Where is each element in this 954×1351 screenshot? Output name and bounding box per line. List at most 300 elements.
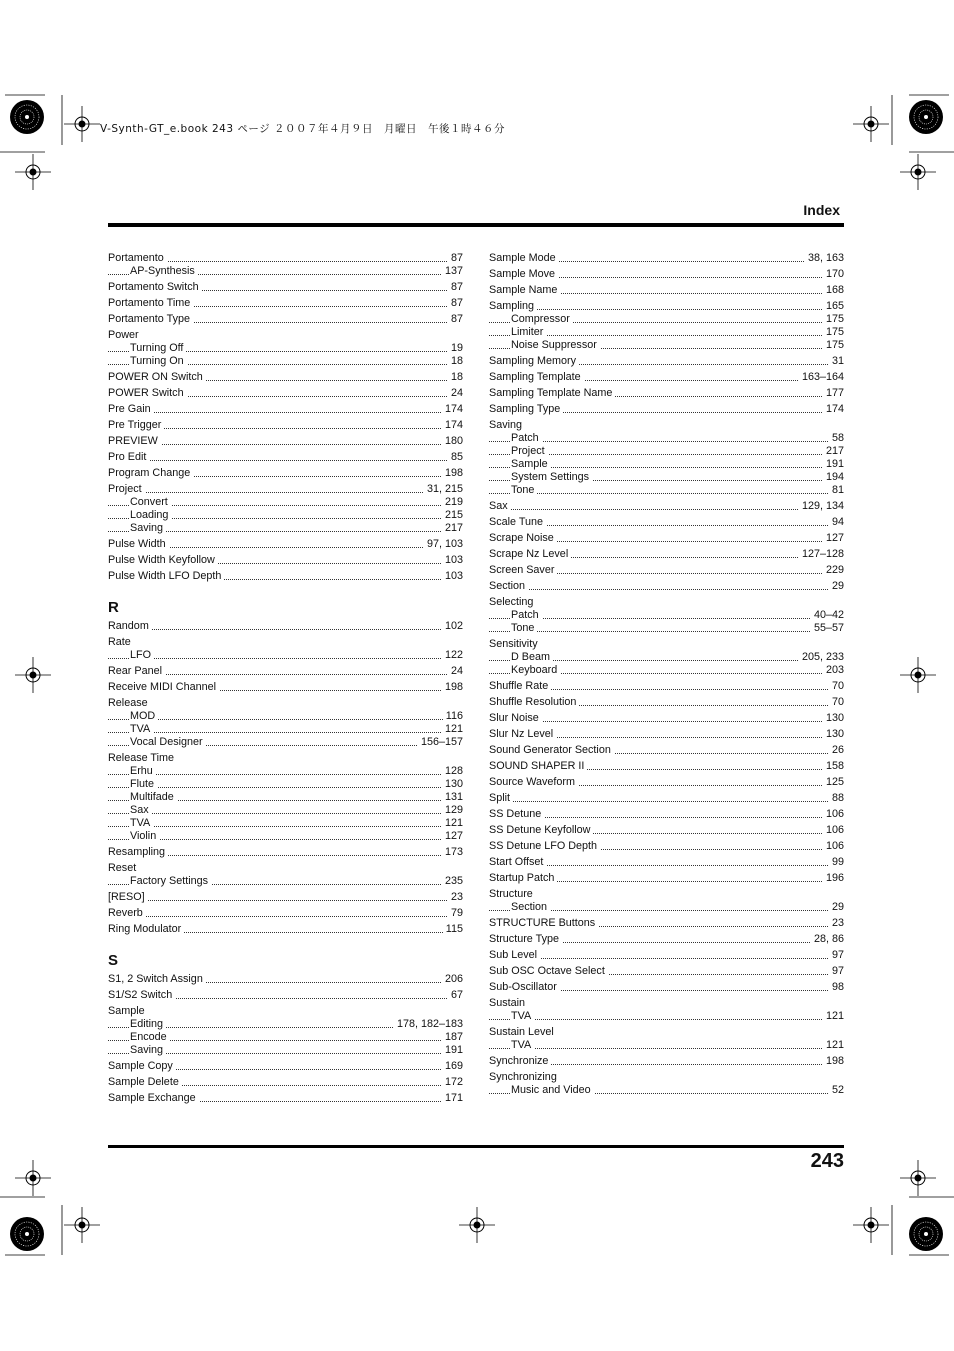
leader-dots (489, 509, 844, 510)
index-term: Release Time (108, 752, 177, 764)
index-page-ref: 175 (823, 339, 844, 352)
index-page-ref: 129 (442, 804, 463, 817)
index-page-ref: 38, 163 (805, 252, 844, 265)
index-term: S1/S2 Switch (108, 989, 175, 1001)
index-term: Synchronizing (489, 1071, 560, 1083)
index-term: Portamento Type (108, 313, 193, 325)
index-entry (108, 752, 463, 765)
index-entry (108, 252, 463, 265)
index-page-ref: 191 (442, 1044, 463, 1057)
index-page-ref: 121 (442, 723, 463, 736)
index-entry (108, 554, 463, 567)
index-entry (489, 548, 844, 561)
index-page-ref: 128 (442, 765, 463, 778)
index-term: Music and Video (511, 1084, 594, 1096)
index-term: Project (108, 483, 145, 495)
leader-dots (108, 460, 463, 461)
index-page-ref: 106 (823, 824, 844, 837)
leader-dots (108, 658, 463, 659)
leader-dots (489, 958, 844, 959)
index-entry (108, 313, 463, 326)
index-entry (489, 840, 844, 853)
index-term: Section (489, 580, 528, 592)
index-subentry (489, 664, 844, 677)
index-term: Tone (511, 622, 537, 634)
registration-sunburst-icon (10, 100, 44, 134)
index-subentry (489, 313, 844, 326)
registration-crosshair-icon (64, 1207, 100, 1243)
index-term: POWER Switch (108, 387, 187, 399)
index-subentry (108, 1018, 463, 1031)
index-term: Sample (511, 458, 551, 470)
index-subentry (108, 509, 463, 522)
index-entry (489, 997, 844, 1010)
index-page-ref: 191 (823, 458, 844, 471)
index-page-ref: 217 (823, 445, 844, 458)
index-entry (489, 371, 844, 384)
index-term: Editing (130, 1018, 166, 1030)
index-page-ref: 40–42 (811, 609, 844, 622)
leader-dots (489, 631, 844, 632)
index-entry (108, 989, 463, 1002)
index-page-ref: 178, 182–183 (394, 1018, 463, 1031)
index-subentry (108, 265, 463, 278)
index-subentry (108, 355, 463, 368)
index-subentry (489, 1084, 844, 1097)
index-entry (489, 776, 844, 789)
index-subentry (489, 1039, 844, 1052)
index-term: Patch (511, 609, 542, 621)
index-term: SS Detune (489, 808, 544, 820)
leader-dots (108, 826, 463, 827)
index-entry (489, 516, 844, 529)
index-entry (489, 284, 844, 297)
index-page-ref: 137 (442, 265, 463, 278)
index-page-ref: 18 (448, 355, 463, 368)
index-entry (489, 712, 844, 725)
index-term: Resampling (108, 846, 168, 858)
index-term: TVA (130, 817, 153, 829)
index-page-ref: 24 (448, 387, 463, 400)
index-term: Pre Gain (108, 403, 154, 415)
index-page-ref: 130 (823, 728, 844, 741)
leader-dots (489, 721, 844, 722)
index-page-ref: 67 (448, 989, 463, 1002)
registration-crosshair-icon (15, 154, 51, 190)
index-entry (108, 907, 463, 920)
index-page-ref: 229 (823, 564, 844, 577)
leader-dots (108, 916, 463, 917)
index-entry (108, 297, 463, 310)
index-subentry (489, 484, 844, 497)
index-subentry (108, 736, 463, 749)
index-term: Patch (511, 432, 542, 444)
index-term: Reverb (108, 907, 146, 919)
index-term: Scrape Nz Level (489, 548, 571, 560)
index-subentry (108, 1031, 463, 1044)
leader-dots (489, 1019, 844, 1020)
index-subentry (489, 471, 844, 484)
leader-dots (108, 412, 463, 413)
index-entry (108, 636, 463, 649)
leader-dots (108, 839, 463, 840)
index-column-right (489, 249, 844, 1097)
index-subentry (489, 445, 844, 458)
index-subentry (108, 875, 463, 888)
page-number: 243 (810, 1150, 844, 1172)
index-entry (108, 483, 463, 496)
index-term: Program Change (108, 467, 193, 479)
index-term: Violin (130, 830, 159, 842)
index-entry (489, 680, 844, 693)
index-letter-heading: R (108, 599, 119, 616)
index-term: Scrape Noise (489, 532, 557, 544)
index-term: SS Detune LFO Depth (489, 840, 600, 852)
index-subentry (108, 791, 463, 804)
index-subentry (489, 609, 844, 622)
index-page-ref: 97 (829, 965, 844, 978)
index-term: Source Waveform (489, 776, 578, 788)
index-entry (489, 564, 844, 577)
leader-dots (489, 493, 844, 494)
index-term: PREVIEW (108, 435, 161, 447)
index-entry (489, 888, 844, 901)
index-entry (108, 681, 463, 694)
index-term: Encode (130, 1031, 170, 1043)
index-term: Random (108, 620, 152, 632)
index-page-ref: 175 (823, 326, 844, 339)
index-entry (108, 538, 463, 551)
index-term: TVA (130, 723, 153, 735)
index-entry (108, 451, 463, 464)
leader-dots (108, 444, 463, 445)
index-entry (489, 596, 844, 609)
index-term: Multifade (130, 791, 177, 803)
index-page-ref: 131 (442, 791, 463, 804)
index-entry (489, 856, 844, 869)
index-term: Tone (511, 484, 537, 496)
index-entry (108, 891, 463, 904)
index-term: Compressor (511, 313, 573, 325)
index-entry (108, 387, 463, 400)
index-term: Shuffle Resolution (489, 696, 579, 708)
index-page-ref: 97, 103 (424, 538, 463, 551)
index-page-ref: 156–157 (418, 736, 463, 749)
index-term: Turning On (130, 355, 187, 367)
registration-crosshair-icon (15, 657, 51, 693)
index-page-ref: 168 (823, 284, 844, 297)
index-page-ref: 29 (829, 901, 844, 914)
leader-dots (108, 719, 463, 720)
index-entry (489, 532, 844, 545)
index-entry (108, 403, 463, 416)
index-page-ref: 198 (442, 467, 463, 480)
index-page-ref: 163–164 (799, 371, 844, 384)
index-term: Saving (130, 1044, 166, 1056)
index-term: Sampling Memory (489, 355, 579, 367)
index-term: Pulse Width LFO Depth (108, 570, 224, 582)
index-page-ref: 165 (823, 300, 844, 313)
index-term: Synchronize (489, 1055, 551, 1067)
index-page-ref: 174 (823, 403, 844, 416)
index-term: Sampling Template Name (489, 387, 615, 399)
leader-dots (108, 813, 463, 814)
index-page-ref: 194 (823, 471, 844, 484)
index-page-ref: 102 (442, 620, 463, 633)
index-page-ref: 87 (448, 313, 463, 326)
index-subentry (108, 710, 463, 723)
index-term: Start Offset (489, 856, 546, 868)
index-page-ref: 173 (442, 846, 463, 859)
index-subentry (108, 817, 463, 830)
index-entry (489, 580, 844, 593)
index-term: Sample Copy (108, 1060, 176, 1072)
index-term: SOUND SHAPER II (489, 760, 587, 772)
index-page-ref: 175 (823, 313, 844, 326)
index-page-ref: 87 (448, 252, 463, 265)
index-term: Sub OSC Octave Select (489, 965, 608, 977)
index-page-ref: 130 (442, 778, 463, 791)
index-term: Screen Saver (489, 564, 557, 576)
index-term: Portamento (108, 252, 167, 264)
index-term: Sub-Oscillator (489, 981, 560, 993)
index-entry (489, 792, 844, 805)
index-term: Sample (108, 1005, 148, 1017)
index-page-ref: 121 (442, 817, 463, 830)
index-term: Slur Noise (489, 712, 542, 724)
index-subentry (489, 1010, 844, 1023)
index-entry (108, 419, 463, 432)
registration-sunburst-icon (909, 1217, 943, 1251)
index-entry (108, 435, 463, 448)
index-page-ref: 215 (442, 509, 463, 522)
index-entry (489, 300, 844, 313)
index-entry (108, 329, 463, 342)
index-subentry (108, 778, 463, 791)
index-entry (108, 846, 463, 859)
index-page-ref: 205, 233 (799, 651, 844, 664)
index-entry (489, 949, 844, 962)
index-term: LFO (130, 649, 154, 661)
registration-sunburst-icon (10, 1217, 44, 1251)
index-term: Scale Tune (489, 516, 546, 528)
registration-sunburst-icon (909, 100, 943, 134)
index-page-ref: 174 (442, 403, 463, 416)
leader-dots (489, 1048, 844, 1049)
index-term: Sample Move (489, 268, 558, 280)
index-term: Turning Off (130, 342, 186, 354)
index-entry (489, 355, 844, 368)
index-page-ref: 219 (442, 496, 463, 509)
leader-dots (108, 629, 463, 630)
index-entry (489, 252, 844, 265)
index-term: Structure (489, 888, 536, 900)
index-page-ref: 198 (442, 681, 463, 694)
registration-crosshair-icon (853, 106, 889, 142)
index-term: Sub Level (489, 949, 540, 961)
index-subentry (108, 649, 463, 662)
index-term: Saving (489, 419, 525, 431)
index-term: Rear Panel (108, 665, 165, 677)
index-page-ref: 103 (442, 554, 463, 567)
index-term: Release (108, 697, 151, 709)
index-term: Power (108, 329, 142, 341)
index-page-ref: 177 (823, 387, 844, 400)
index-subentry (108, 1044, 463, 1057)
index-term: Split (489, 792, 513, 804)
index-entry (108, 570, 463, 583)
index-page-ref: 52 (829, 1084, 844, 1097)
index-entry (108, 281, 463, 294)
leader-dots (489, 618, 844, 619)
index-entry (489, 387, 844, 400)
index-entry (489, 419, 844, 432)
index-term: Structure Type (489, 933, 562, 945)
index-term: [RESO] (108, 891, 148, 903)
registration-crosshair-icon (64, 106, 100, 142)
index-page-ref: 26 (829, 744, 844, 757)
index-term: Pre Trigger (108, 419, 164, 431)
index-term: S1, 2 Switch Assign (108, 973, 206, 985)
index-subentry (489, 901, 844, 914)
index-page-ref: 115 (443, 923, 463, 936)
index-term: Sampling Type (489, 403, 563, 415)
index-entry (489, 638, 844, 651)
index-entry (108, 862, 463, 875)
index-entry (108, 620, 463, 633)
index-term: Pulse Width Keyfollow (108, 554, 218, 566)
index-page-ref: 88 (829, 792, 844, 805)
index-subentry (108, 723, 463, 736)
index-term: Keyboard (511, 664, 560, 676)
index-page-ref: 85 (448, 451, 463, 464)
index-term: Vocal Designer (130, 736, 206, 748)
index-page-ref: 127 (823, 532, 844, 545)
index-entry (489, 808, 844, 821)
index-entry (108, 1060, 463, 1073)
index-term: SS Detune Keyfollow (489, 824, 593, 836)
index-page-ref: 187 (442, 1031, 463, 1044)
index-page-ref: 23 (829, 917, 844, 930)
index-term: Sax (130, 804, 152, 816)
index-term: Shuffle Rate (489, 680, 551, 692)
index-entry (489, 728, 844, 741)
index-entry (489, 403, 844, 416)
index-entry (489, 760, 844, 773)
index-page-ref: 19 (448, 342, 463, 355)
index-subentry (489, 622, 844, 635)
index-term: Pulse Width (108, 538, 169, 550)
index-term: Section (511, 901, 550, 913)
index-page-ref: 99 (829, 856, 844, 869)
index-entry (489, 917, 844, 930)
index-page-ref: 196 (823, 872, 844, 885)
index-entry (489, 872, 844, 885)
index-term: System Settings (511, 471, 592, 483)
index-subentry (108, 522, 463, 535)
leader-dots (108, 492, 463, 493)
header-rule (108, 223, 844, 227)
index-entry (108, 467, 463, 480)
index-page-ref: 217 (442, 522, 463, 535)
registration-crosshair-icon (900, 154, 936, 190)
index-term: Convert (130, 496, 171, 508)
index-page-ref: 169 (442, 1060, 463, 1073)
registration-crosshair-icon (459, 1207, 495, 1243)
leader-dots (108, 732, 463, 733)
index-column-left (108, 249, 463, 1105)
index-page-ref: 70 (829, 680, 844, 693)
index-term: Project (511, 445, 548, 457)
index-term: AP-Synthesis (130, 265, 198, 277)
index-term: Sustain (489, 997, 528, 1009)
index-entry (108, 665, 463, 678)
footer-rule (108, 1145, 844, 1148)
index-page-ref: 203 (823, 664, 844, 677)
index-subentry (489, 458, 844, 471)
index-page-ref: 127–128 (799, 548, 844, 561)
registration-crosshair-icon (853, 1207, 889, 1243)
index-entry (108, 923, 463, 936)
index-page-ref: 198 (823, 1055, 844, 1068)
index-term: Portamento Switch (108, 281, 202, 293)
index-page-ref: 81 (829, 484, 844, 497)
index-subentry (489, 326, 844, 339)
leader-dots (108, 900, 463, 901)
index-page-ref: 106 (823, 808, 844, 821)
index-term: Selecting (489, 596, 536, 608)
index-entry (489, 696, 844, 709)
registration-crosshair-icon (900, 657, 936, 693)
index-term: Sample Mode (489, 252, 559, 264)
index-subentry (108, 804, 463, 817)
index-page-ref: 31, 215 (424, 483, 463, 496)
index-term: D Beam (511, 651, 553, 663)
index-page-ref: 121 (823, 1010, 844, 1023)
index-term: Noise Suppressor (511, 339, 600, 351)
index-entry (108, 697, 463, 710)
leader-dots (108, 774, 463, 775)
index-term: TVA (511, 1039, 534, 1051)
index-entry (489, 1055, 844, 1068)
index-term: POWER ON Switch (108, 371, 206, 383)
index-page-ref: 97 (829, 949, 844, 962)
section-title: Index (803, 202, 840, 218)
index-entry (489, 268, 844, 281)
index-page-ref: 31 (829, 355, 844, 368)
index-page-ref: 206 (442, 973, 463, 986)
index-entry (489, 1026, 844, 1039)
index-page-ref: 129, 134 (799, 500, 844, 513)
index-subentry (489, 339, 844, 352)
registration-crosshair-icon (15, 1160, 51, 1196)
index-page-ref: 103 (442, 570, 463, 583)
index-page-ref: 122 (442, 649, 463, 662)
index-entry (489, 500, 844, 513)
index-entry (489, 744, 844, 757)
leader-dots (108, 787, 463, 788)
index-page-ref: 170 (823, 268, 844, 281)
index-page-ref: 130 (823, 712, 844, 725)
index-term: Portamento Time (108, 297, 193, 309)
index-entry (489, 824, 844, 837)
index-entry (108, 1092, 463, 1105)
index-letter-heading: S (108, 952, 119, 969)
index-term: Factory Settings (130, 875, 211, 887)
index-page-ref: 171 (442, 1092, 463, 1105)
index-page-ref: 127 (442, 830, 463, 843)
index-page-ref: 116 (443, 710, 463, 723)
